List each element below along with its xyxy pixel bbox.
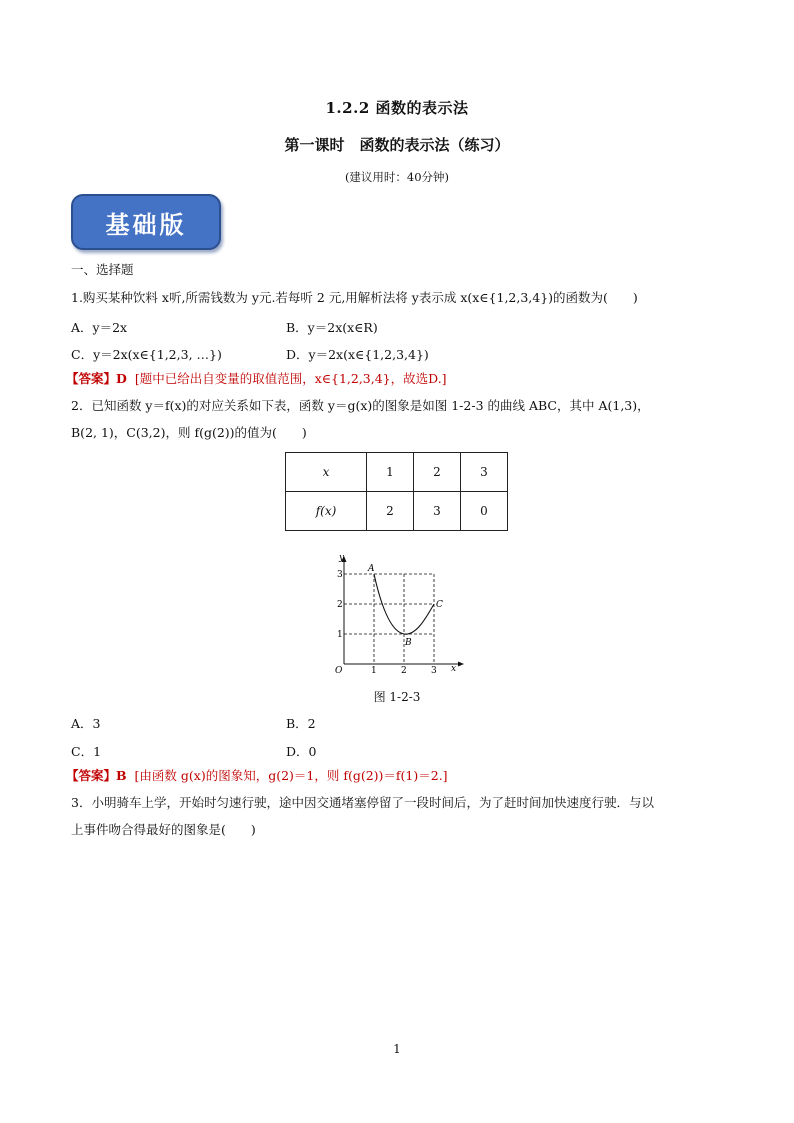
y-axis-label: y [339,553,345,563]
table-row [286,492,508,531]
q1-option-d: D．y＝2x(x∈{1,2,3,4}) [286,347,429,362]
q2-answer-letter: B [116,768,127,783]
q1-answer-tag: 【答案】 [66,371,117,386]
y-tick-label: 1 [337,630,343,640]
point-c-label: C [436,600,443,610]
table-cell: x [286,453,367,492]
question-3-stem-line2: 上事件吻合得最好的图象是( ) [71,822,256,837]
point-a-label: A [368,564,375,574]
question-3-stem-line1: 3．小明骑车上学，开始时匀速行驶，途中因交通堵塞停留了一段时间后，为了赶时间加快速度行驶．与以 [71,795,654,810]
q1-answer [66,371,447,387]
x-axis-arrow [458,662,464,667]
table-cell: 0 [461,492,508,531]
x-axis-label: x [451,664,457,674]
q1-option-c: C．y＝2x(x∈{1,2,3, …}) [71,347,222,362]
q2-option-b: B．2 [286,716,316,731]
table-cell: 2 [367,492,414,531]
figure-caption: 图 1-2-3 [373,690,421,704]
q2-answer-text: [由函数 g(x)的图象知，g(2)＝1，则 f(g(2))＝f(1)＝2.] [134,768,448,783]
question-2-stem-line2: B(2, 1)，C(3,2)，则 f(g(2))的值为( ) [71,425,307,440]
q1-answer-text: [题中已给出自变量的取值范围，x∈{1,2,3,4}，故选D.] [134,371,447,386]
q1-option-a: A．y＝2x [71,320,128,335]
section-title: 1.2.2 函数的表示法 [325,99,469,117]
table-cell: 3 [461,453,508,492]
y-tick-label: 2 [337,600,343,610]
table-cell: f(x) [286,492,367,531]
table-row [286,453,508,492]
page-number: 1 [393,1042,401,1056]
graph-figure [330,552,470,680]
time-note: (建议用时：40分钟) [344,170,450,184]
q2-option-c: C．1 [71,744,102,759]
function-table [285,452,508,531]
lesson-title: 第一课时 函数的表示法（练习） [284,136,510,154]
q1-answer-letter: D [116,371,127,386]
y-tick-label: 3 [337,570,343,580]
table-cell: 1 [367,453,414,492]
table-cell: 3 [414,492,461,531]
section-heading: 一、选择题 [71,262,134,277]
x-tick-label: 2 [401,666,407,676]
origin-label: O [335,666,343,676]
q2-option-d: D．0 [286,744,317,759]
q2-answer [66,768,448,784]
question-2-stem-line1: 2．已知函数 y＝f(x)的对应关系如下表，函数 y＝g(x)的图象是如图 1-2-3 的曲线 ABC，其中 A(1,3)， [71,398,650,413]
table-cell: 2 [414,453,461,492]
q2-answer-tag: 【答案】 [66,768,117,783]
level-badge-label: 基础版 [105,209,187,239]
q1-option-b: B．y＝2x(x∈R) [286,320,378,335]
point-b-label: B [405,638,412,648]
question-1-stem: 1.购买某种饮料 x听,所需钱数为 y元.若每听 2 元,用解析法将 y表示成 x(x∈{1,2,3,4})的函数为( ) [71,290,638,305]
level-badge [71,194,221,250]
q2-option-a: A．3 [71,716,101,731]
x-tick-label: 3 [431,666,437,676]
x-tick-label: 1 [371,666,377,676]
